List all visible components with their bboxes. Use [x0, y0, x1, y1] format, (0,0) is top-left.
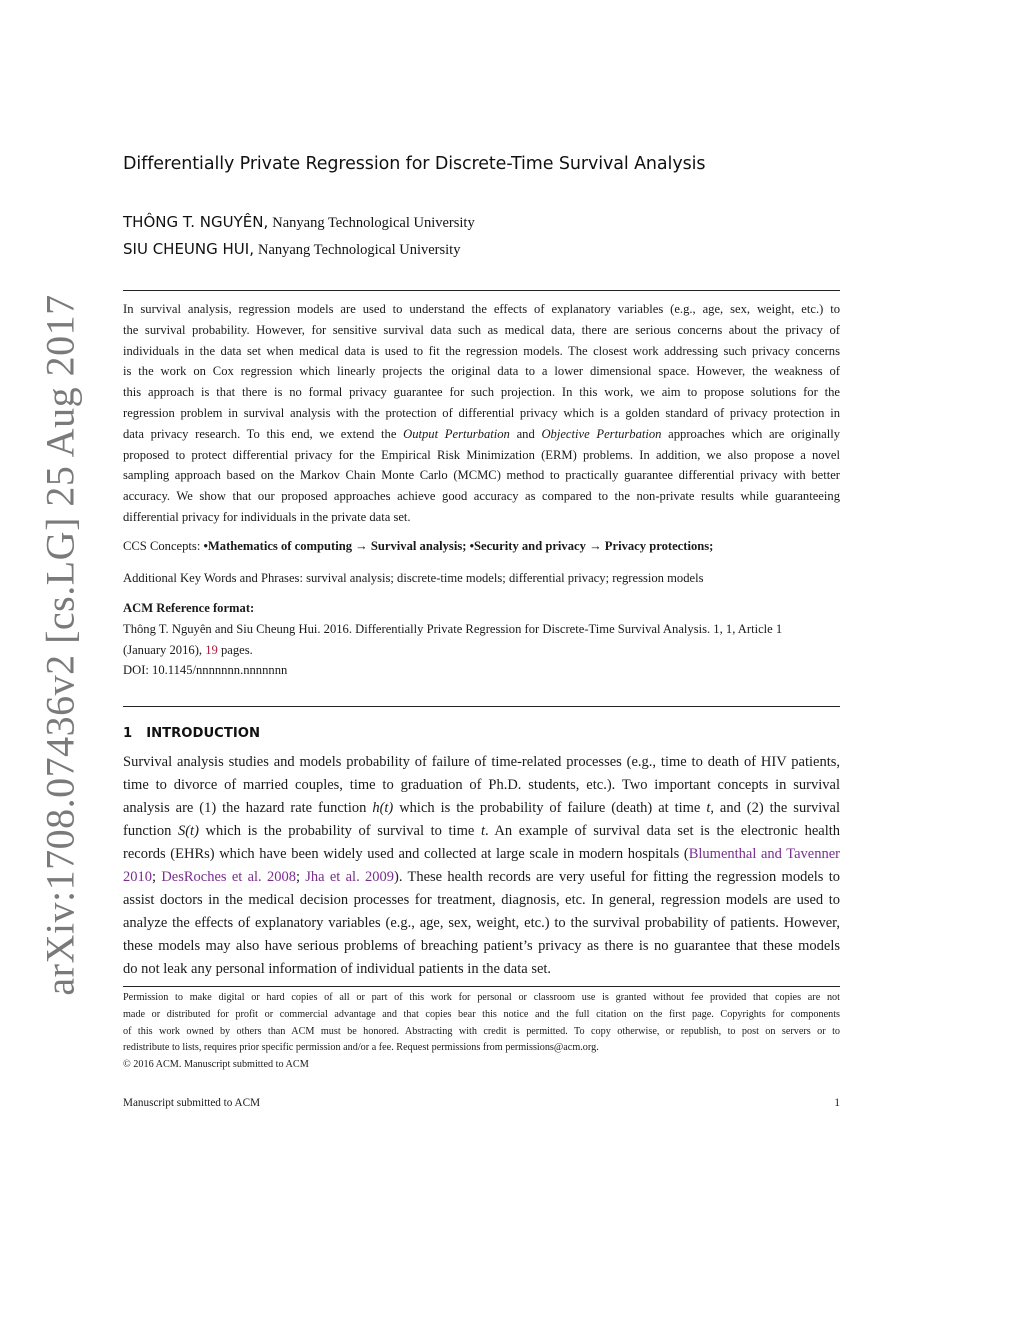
- page-count-link[interactable]: 19: [205, 642, 218, 657]
- abstract-line: proposed to protect differential privacy for the Empirical Risk Minimization (ERM) problems. In addition, we also propose a novel: [123, 447, 840, 462]
- abstract-line: this approach is that there is no formal privacy guarantee for such projection. In this work, we aim to propose solutions for the: [123, 385, 840, 400]
- permission-line: redistribute to lists, requires prior specific permission and/or a fee. Request permissions from permissions@acm.org.: [123, 1042, 599, 1054]
- intro-line: do not leak any personal information of individual patients in the data set.: [123, 961, 552, 977]
- intro-line: Survival analysis studies and models probability of failure of time-related processes (e.g., time to death of HIV patients,: [123, 754, 840, 770]
- acm-reference-line: Thông T. Nguyên and Siu Cheung Hui. 2016. Differentially Private Regression for Discrete-Time Survival Analysis. 1, 1, Article 1: [123, 621, 783, 636]
- math-t: t: [480, 823, 485, 839]
- abstract: [123, 299, 840, 528]
- author-2: [123, 240, 840, 259]
- abstract-end-rule: [123, 706, 840, 707]
- acm-reference-line: (January 2016), 19 pages.: [123, 642, 253, 657]
- introduction-body: [123, 751, 840, 981]
- math-survival: S(t): [177, 823, 199, 839]
- ccs-list: •Mathematics of computing → Survival analysis; •Security and privacy → Privacy protections;: [203, 539, 714, 553]
- author-1: [123, 213, 840, 232]
- section-heading: [123, 726, 840, 741]
- section-number: 1: [123, 726, 133, 741]
- citation-link[interactable]: Jha et al. 2009: [305, 869, 394, 885]
- intro-line: function S(t) which is the probability of survival to time t. An example of survival data set is the electronic health: [123, 823, 841, 839]
- citation-link[interactable]: Blumenthal and Tavenner: [688, 846, 840, 862]
- abstract-line: In survival analysis, regression models are used to understand the effects of explanatory variables (e.g., age, sex, weight, etc.) to: [123, 302, 840, 316]
- abstract-line: regression problem in survival analysis with the protection of differential privacy which is a golden standard of privacy protection in: [123, 405, 840, 420]
- abstract-line: individuals in the data set when medical data is used to fit the regression models. The closest work addressing such privacy concerns: [123, 343, 840, 358]
- abstract-line: data privacy research. To this end, we extend the Output Perturbation and Objective Perturbation approaches which are originally: [123, 426, 841, 441]
- page-number: 1: [834, 1097, 840, 1109]
- math-hazard: h(t): [372, 800, 394, 816]
- citation-link[interactable]: DesRoches et al. 2008: [161, 869, 296, 885]
- abstract-line: accuracy. We show that our proposed approaches achieve good accuracy as compared to the non-private results while guaranteeing: [123, 489, 840, 504]
- acm-reference: [123, 598, 840, 681]
- intro-line: 2010; DesRoches et al. 2008; Jha et al. 2009). These health records are very useful for fitting the regression models to: [123, 869, 841, 885]
- math-t: t: [706, 800, 711, 816]
- objective-perturbation-term: Objective Perturbation: [541, 426, 662, 441]
- intro-line: these models may also have serious problems of breaching patient’s privacy as there is no guarantee that these models: [123, 938, 840, 954]
- permission-line: Permission to make digital or hard copies of all or part of this work for personal or classroom use is granted without fee provided that copies are not: [123, 992, 840, 1003]
- copyright-line: © 2016 ACM. Manuscript submitted to ACM: [123, 1059, 309, 1071]
- permission-line: made or distributed for profit or commercial advantage and that copies bear this notice and the full citation on the first page. Copyrights for components: [123, 1008, 840, 1020]
- doi: DOI: 10.1145/nnnnnnn.nnnnnnn: [123, 663, 288, 678]
- abstract-line: differential privacy for individuals in the private data set.: [123, 509, 411, 524]
- keywords: Additional Key Words and Phrases: survival analysis; discrete-time models; differential privacy; regression models: [123, 571, 704, 585]
- output-perturbation-term: Output Perturbation: [403, 426, 510, 441]
- intro-line: time to divorce of married couples, time to graduation of Ph.D. students, etc.). Two important concepts in survival: [123, 777, 840, 793]
- intro-line: assist doctors in the medical decision processes for treatment, diagnosis, etc. In general, regression models are used to: [123, 892, 840, 908]
- intro-line: records (EHRs) which have been widely used and collected at large scale in modern hospitals (Blumenthal and Tavenner: [123, 846, 840, 862]
- top-rule: [123, 290, 840, 291]
- author-affiliation: Nanyang Technological University: [272, 215, 475, 231]
- permission-notice: [123, 990, 840, 1074]
- author-name: SIU CHEUNG HUI,: [123, 240, 254, 258]
- author-affiliation: Nanyang Technological University: [257, 242, 461, 258]
- arxiv-watermark: arXiv:1708.07436v2 [cs.LG] 25 Aug 2017: [37, 294, 83, 996]
- acm-reference-heading: ACM Reference format:: [123, 601, 255, 615]
- citation-link[interactable]: 2010: [123, 869, 152, 885]
- abstract-line: sampling approach based on the Markov Chain Monte Carlo (MCMC) method to practically guarantee differential privacy with better: [123, 468, 840, 483]
- intro-line: analyze the effects of explanatory variables (e.g., age, sex, weight, etc.) to the survival probability of patients. However,: [123, 915, 840, 931]
- section-title: INTRODUCTION: [146, 726, 260, 741]
- footer-venue: Manuscript submitted to ACM: [123, 1097, 261, 1109]
- footnote-rule: [123, 986, 840, 987]
- permission-line: of this work owned by others than ACM must be honored. Abstracting with credit is permitted. To copy otherwise, or republish, to post on servers or to: [123, 1025, 840, 1037]
- paper-title: Differentially Private Regression for Discrete-Time Survival Analysis: [123, 154, 706, 174]
- abstract-line: is the work on Cox regression which linearly projects the original data to a lower dimensional space. However, the weakness of: [123, 364, 840, 379]
- abstract-line: the survival probability. However, for sensitive survival data such as medical data, there are serious concerns about the privacy of: [123, 322, 840, 337]
- ccs-concepts: [123, 536, 840, 557]
- ccs-label: CCS Concepts:: [123, 539, 201, 553]
- author-name: THÔNG T. NGUYÊN,: [123, 213, 269, 231]
- page-footer: [123, 1097, 840, 1109]
- intro-line: analysis are (1) the hazard rate function h(t) which is the probability of failure (death) at time t, and (2) the survival: [123, 800, 841, 816]
